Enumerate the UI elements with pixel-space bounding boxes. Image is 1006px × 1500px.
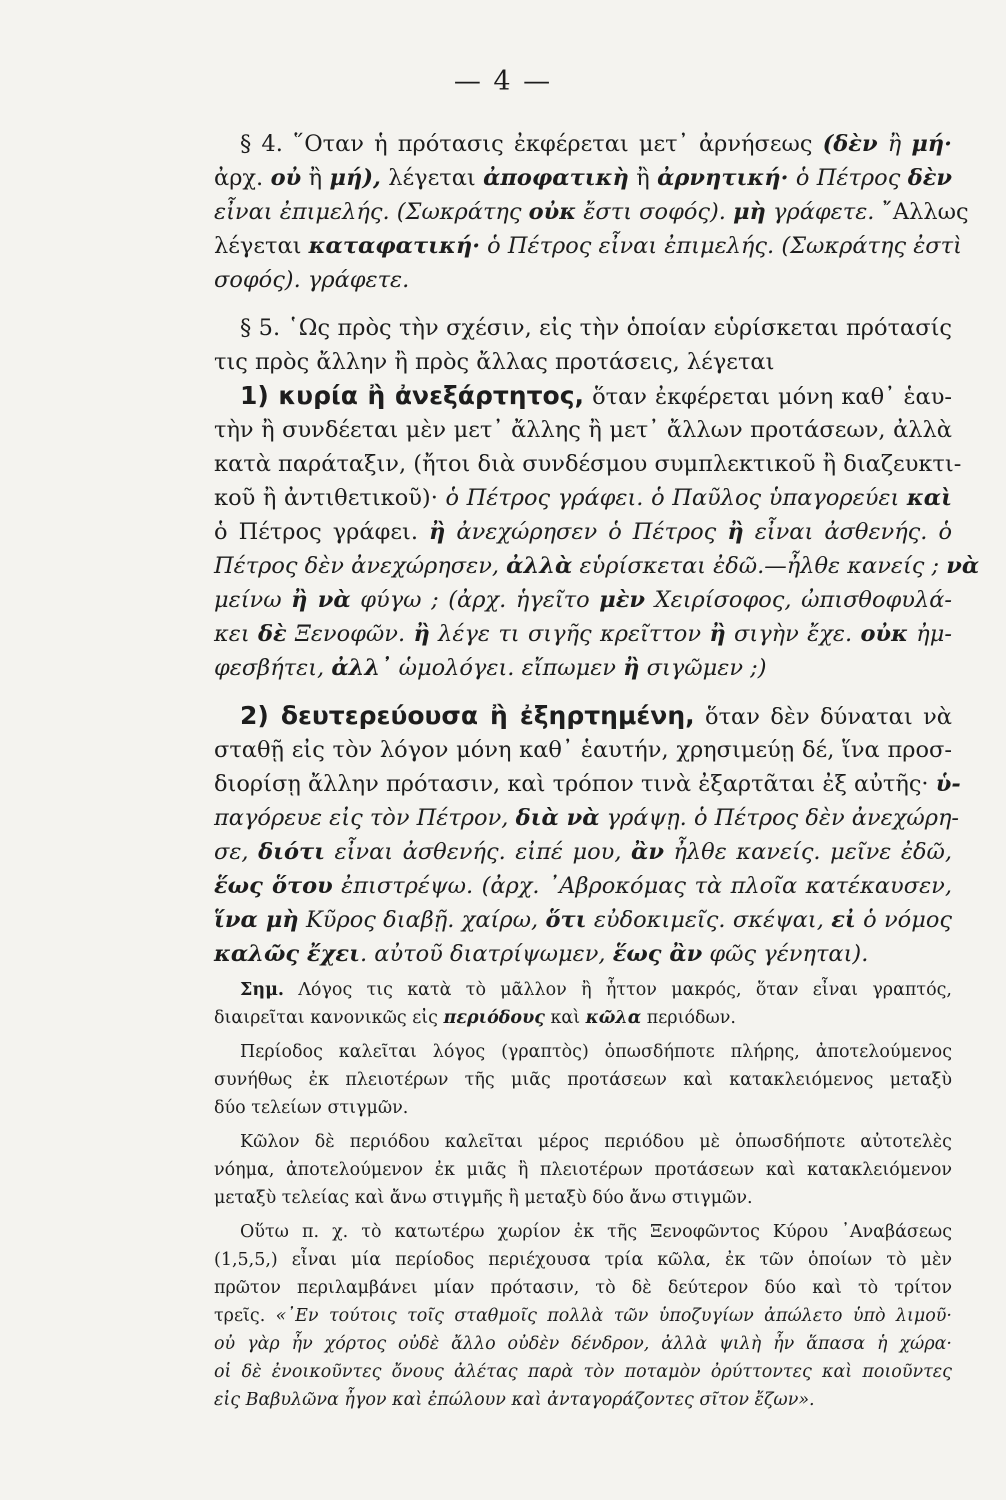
- note-para4-line-7: εἰς Βαβυλῶνα ἦγον καὶ ἐπώλουν καὶ ἀνταγοράζοντες σῖτον ἔζων».: [214, 1390, 815, 1410]
- item1-line-6: Πέτρος δὲν ἀνεχώρησεν, ἀλλὰ εὑρίσκεται ἐδῶ.—ἦλθε κανείς ; νὰ: [214, 553, 980, 579]
- item2-line-8: καλῶς ἔχει. αὐτοῦ διατρίψωμεν, ἕως ἂν φῶς γένηται).: [214, 941, 869, 967]
- item1-heading: 1) κυρία ἢ ἀνεξάρτητος,: [240, 381, 585, 410]
- note-para2-line-2: συνήθως ἐκ πλειοτέρων τῆς μιᾶς προτάσεων καὶ κατακλειόμενος μεταξὺ: [214, 1070, 952, 1090]
- para4-line-4: λέγεται καταφατική· ὁ Πέτρος εἶναι ἐπιμελής. (Σωκράτης ἐστὶ: [214, 233, 962, 259]
- note-para2-line-1: Περίοδος καλεῖται λόγος (γραπτὸς) ὁπωσδήποτε πλήρης, ἀποτελούμενος: [240, 1042, 952, 1062]
- item2-line-7: ἵνα μὴ Κῦρος διαβῇ. χαίρω, ὅτι εὐδοκιμεῖς. σκέψαι, εἰ ὁ νόμος: [214, 907, 952, 933]
- note-line-1: Σημ. Λόγος τις κατὰ τὸ μᾶλλον ἢ ἧττον μακρός, ὅταν εἶναι γραπτός,: [240, 980, 952, 1000]
- item1-line-9: φεσβήτει, ἀλλ᾽ ὡμολόγει. εἴπωμεν ἢ σιγῶμεν ;): [214, 655, 767, 681]
- para4-line-2: ἀρχ. οὐ ἢ μή), λέγεται ἀποφατικὴ ἢ ἀρνητική· ὁ Πέτρος δὲν: [214, 165, 952, 191]
- item2-line-2: σταθῇ εἰς τὸν λόγον μόνη καθ᾽ ἑαυτήν, χρησιμεύῃ δέ, ἵνα προσ-: [214, 737, 952, 763]
- item1-line-2: τὴν ἢ συνδέεται μὲν μετ᾽ ἄλλης ἢ μετ᾽ ἄλλων προτάσεων, ἀλλὰ: [214, 417, 952, 443]
- note-para4-line-2: (1,5,5,) εἶναι μία περίοδος περιέχουσα τρία κῶλα, ἐκ τῶν ὁποίων τὸ μὲν: [214, 1250, 952, 1270]
- item2-line-6: ἕως ὅτου ἐπιστρέψω. (ἀρχ. ᾿Αβροκόμας τὰ πλοῖα κατέκαυσεν,: [214, 873, 952, 899]
- note-para2-line-3: δύο τελείων στιγμῶν.: [214, 1098, 409, 1118]
- item2-line-1: 2) δευτερεύουσα ἢ ἐξηρτημένη, ὅταν δὲν δύναται νὰ: [240, 701, 952, 730]
- item2-heading: 2) δευτερεύουσα ἢ ἐξηρτημένη,: [240, 701, 695, 730]
- item1-line-5: ὁ Πέτρος γράφει. ἢ ἀνεχώρησεν ὁ Πέτρος ἢ εἶναι ἀσθενής. ὁ: [214, 519, 953, 545]
- note-para4-line-1: Οὕτω π. χ. τὸ κατωτέρω χωρίον ἐκ τῆς Ξενοφῶντος Κύρου ᾿Αναβάσεως: [240, 1222, 952, 1242]
- item1-line-8: κει δὲ Ξενοφῶν. ἢ λέγε τι σιγῆς κρεῖττον ἢ σιγὴν ἔχε. οὐκ ἠμ-: [214, 621, 952, 647]
- note-para3-line-1: Κῶλον δὲ περιόδου καλεῖται μέρος περιόδου μὲ ὁπωσδήποτε αὐτοτελὲς: [240, 1132, 952, 1152]
- item2-line-3: διορίσῃ ἄλλην πρότασιν, καὶ τρόπον τινὰ ἐξαρτᾶται ἐξ αὐτῆς· ὑ-: [214, 771, 961, 797]
- para4-line-5: σοφός). γράφετε.: [214, 267, 410, 293]
- note-para4-line-3: πρῶτον περιλαμβάνει μίαν πρότασιν, τὸ δὲ δεύτερον δύο καὶ τὸ τρίτον: [214, 1278, 952, 1298]
- para4-line-1: § 4. ῞Οταν ἡ πρότασις ἐκφέρεται μετ᾽ ἀρνήσεως (δὲν ἢ μή·: [240, 131, 952, 157]
- note-label: Σημ.: [240, 980, 284, 1000]
- item2-line-4: παγόρευε εἰς τὸν Πέτρον, διὰ νὰ γράψῃ. ὁ Πέτρος δὲν ἀνεχώρη-: [214, 805, 960, 831]
- item2-line-5: σε, διότι εἶναι ἀσθενής. εἰπέ μου, ἂν ἦλθε κανείς. μεῖνε ἐδῶ,: [214, 839, 952, 865]
- note-para3-line-3: μεταξὺ τελείας καὶ ἄνω στιγμῆς ἢ μεταξὺ δύο ἄνω στιγμῶν.: [214, 1188, 753, 1208]
- note-para4-line-5: οὐ γὰρ ἦν χόρτος οὐδὲ ἄλλο οὐδὲν δένδρον, ἀλλὰ ψιλὴ ἦν ἅπασα ἡ χώρα·: [214, 1334, 952, 1354]
- note-para3-line-2: νόημα, ἀποτελούμενον ἐκ μιᾶς ἢ πλειοτέρων προτάσεων καὶ κατακλειόμενον: [214, 1160, 952, 1180]
- note-para4-line-6: οἱ δὲ ἐνοικοῦντες ὄνους ἀλέτας παρὰ τὸν ποταμὸν ὀρύττοντες καὶ ποιοῦντες: [214, 1362, 952, 1382]
- para5-line-1: § 5. ῾Ως πρὸς τὴν σχέσιν, εἰς τὴν ὁποίαν εὑρίσκεται πρότασίς: [240, 315, 952, 341]
- item1-line-4: κοῦ ἢ ἀντιθετικοῦ)· ὁ Πέτρος γράφει. ὁ Παῦλος ὑπαγορεύει καὶ: [214, 485, 952, 511]
- item1-line-3: κατὰ παράταξιν, (ἤτοι διὰ συνδέσμου συμπλεκτικοῦ ἢ διαζευκτι-: [214, 451, 962, 477]
- item1-line-7: μείνω ἢ νὰ φύγω ; (ἀρχ. ἡγεῖτο μὲν Χειρίσοφος, ὠπισθοφυλά-: [214, 587, 953, 613]
- para5-line-2: τις πρὸς ἄλλην ἢ πρὸς ἄλλας προτάσεις, λέγεται: [214, 349, 775, 375]
- item1-line-1: 1) κυρία ἢ ἀνεξάρτητος, ὅταν ἐκφέρεται μόνη καθ᾽ ἑαυ-: [240, 381, 952, 410]
- para4-line-3: εἶναι ἐπιμελής. (Σωκράτης οὐκ ἔστι σοφός). μὴ γράφετε. ῎Αλλως: [214, 199, 969, 225]
- note-para4-line-4: τρεῖς. «᾿Εν τούτοις τοῖς σταθμοῖς πολλὰ τῶν ὑποζυγίων ἀπώλετο ὑπὸ λιμοῦ·: [214, 1306, 952, 1326]
- page-number: — 4 —: [453, 66, 553, 97]
- note-line-2: διαιρεῖται κανονικῶς εἰς περιόδους καὶ κῶλα περιόδων.: [214, 1008, 736, 1028]
